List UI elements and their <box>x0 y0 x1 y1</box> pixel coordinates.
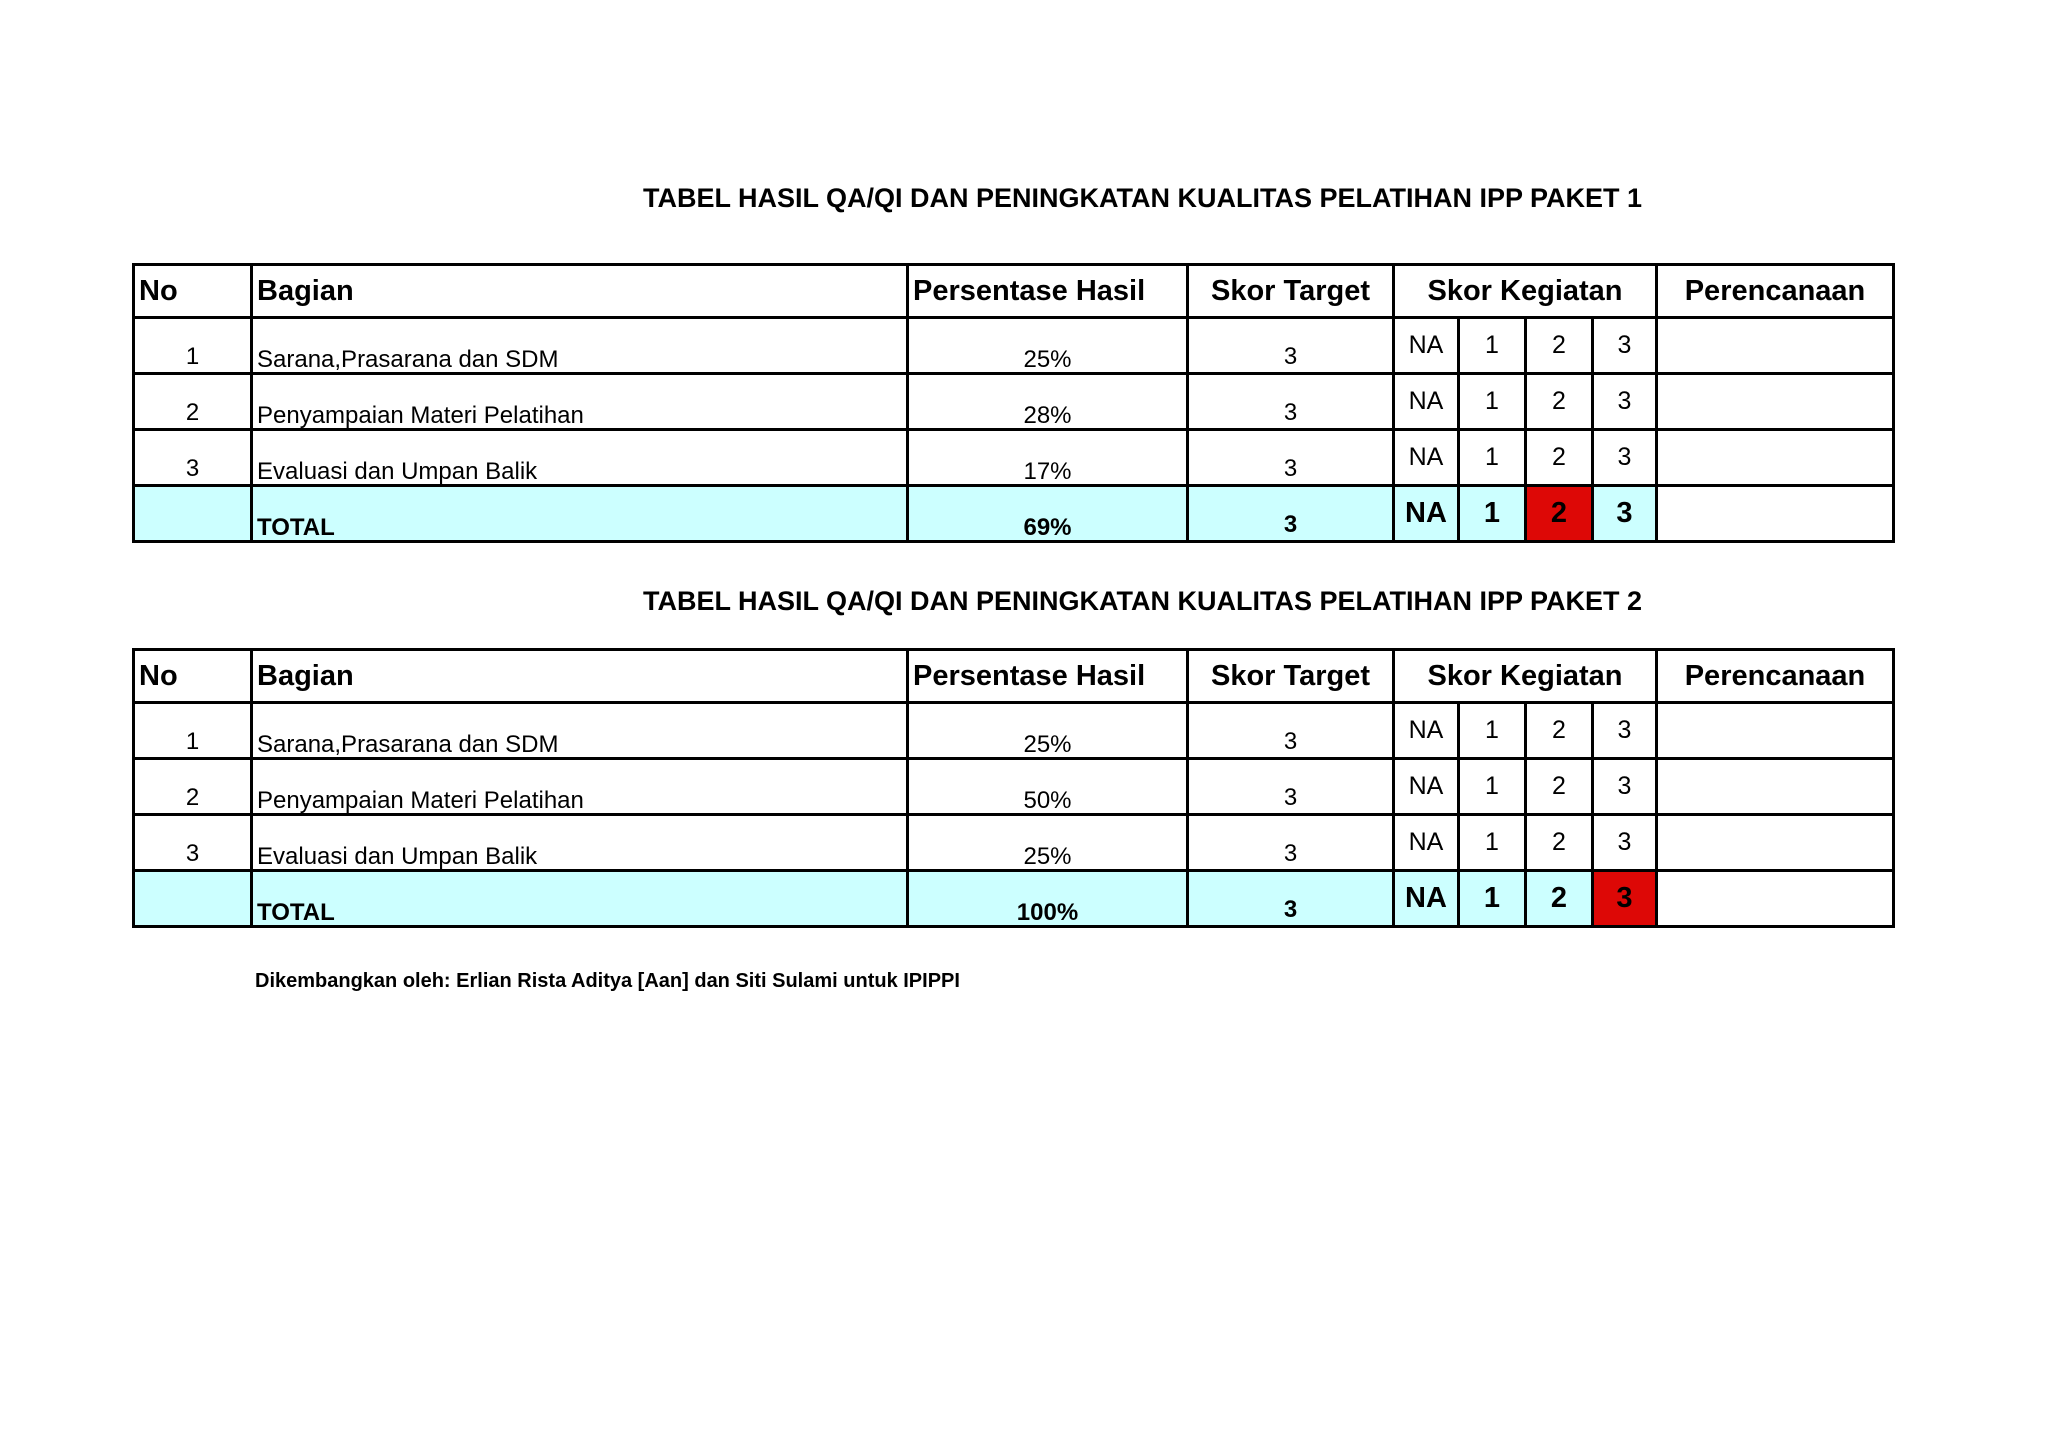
score-1: 1 <box>1459 759 1526 815</box>
total-persentase: 100% <box>908 871 1188 927</box>
row-persentase: 25% <box>908 318 1188 374</box>
table-1-title: TABEL HASIL QA/QI DAN PENINGKATAN KUALITAS PELATIHAN IPP PAKET 1 <box>643 183 1643 213</box>
score-na: NA <box>1394 815 1459 871</box>
header-skor-target: Skor Target <box>1188 650 1394 703</box>
score-3: 3 <box>1593 703 1657 759</box>
total-no <box>134 486 252 542</box>
header-skor-kegiatan: Skor Kegiatan <box>1394 265 1657 318</box>
row-bagian: Sarana,Prasarana dan SDM <box>252 703 908 759</box>
row-no: 1 <box>134 318 252 374</box>
score-3: 3 <box>1593 815 1657 871</box>
row-persentase: 28% <box>908 374 1188 430</box>
score-3: 3 <box>1593 430 1657 486</box>
score-na: NA <box>1394 374 1459 430</box>
table-row <box>134 815 1894 871</box>
row-persentase: 50% <box>908 759 1188 815</box>
row-bagian: Evaluasi dan Umpan Balik <box>252 430 908 486</box>
table-1 <box>132 263 1895 543</box>
total-label: TOTAL <box>252 486 908 542</box>
row-persentase: 25% <box>908 815 1188 871</box>
total-perencanaan <box>1657 871 1894 927</box>
score-1: 1 <box>1459 815 1526 871</box>
score-1: 1 <box>1459 703 1526 759</box>
score-2: 2 <box>1526 815 1593 871</box>
row-perencanaan <box>1657 759 1894 815</box>
table-2-title: TABEL HASIL QA/QI DAN PENINGKATAN KUALITAS PELATIHAN IPP PAKET 2 <box>643 586 1643 616</box>
row-skor-target: 3 <box>1188 815 1394 871</box>
total-score-3: 3 <box>1593 871 1657 927</box>
total-persentase: 69% <box>908 486 1188 542</box>
score-na: NA <box>1394 703 1459 759</box>
total-row <box>134 486 1894 542</box>
table-row <box>134 430 1894 486</box>
credit-text: Dikembangkan oleh: Erlian Rista Aditya [Aan] dan Siti Sulami untuk IPIPPI <box>255 970 960 992</box>
score-3: 3 <box>1593 318 1657 374</box>
header-persentase-hasil: Persentase Hasil <box>908 650 1188 703</box>
row-bagian: Penyampaian Materi Pelatihan <box>252 374 908 430</box>
score-na: NA <box>1394 759 1459 815</box>
header-no: No <box>134 265 252 318</box>
row-no: 1 <box>134 703 252 759</box>
row-no: 3 <box>134 430 252 486</box>
score-1: 1 <box>1459 318 1526 374</box>
row-skor-target: 3 <box>1188 318 1394 374</box>
header-bagian: Bagian <box>252 650 908 703</box>
row-bagian: Evaluasi dan Umpan Balik <box>252 815 908 871</box>
row-bagian: Penyampaian Materi Pelatihan <box>252 759 908 815</box>
table-row <box>134 759 1894 815</box>
header-persentase-hasil: Persentase Hasil <box>908 265 1188 318</box>
row-skor-target: 3 <box>1188 703 1394 759</box>
header-bagian: Bagian <box>252 265 908 318</box>
row-persentase: 17% <box>908 430 1188 486</box>
row-perencanaan <box>1657 318 1894 374</box>
score-3: 3 <box>1593 374 1657 430</box>
row-skor-target: 3 <box>1188 374 1394 430</box>
header-skor-kegiatan: Skor Kegiatan <box>1394 650 1657 703</box>
score-1: 1 <box>1459 430 1526 486</box>
total-label: TOTAL <box>252 871 908 927</box>
total-skor-target: 3 <box>1188 486 1394 542</box>
row-perencanaan <box>1657 430 1894 486</box>
total-score-3: 3 <box>1593 486 1657 542</box>
row-bagian: Sarana,Prasarana dan SDM <box>252 318 908 374</box>
row-no: 2 <box>134 759 252 815</box>
header-no: No <box>134 650 252 703</box>
row-perencanaan <box>1657 703 1894 759</box>
total-row <box>134 871 1894 927</box>
row-skor-target: 3 <box>1188 759 1394 815</box>
score-2: 2 <box>1526 430 1593 486</box>
row-skor-target: 3 <box>1188 430 1394 486</box>
total-score-1: 1 <box>1459 871 1526 927</box>
table-row <box>134 318 1894 374</box>
table-row <box>134 374 1894 430</box>
total-skor-target: 3 <box>1188 871 1394 927</box>
header-skor-target: Skor Target <box>1188 265 1394 318</box>
header-perencanaan: Perencanaan <box>1657 265 1894 318</box>
table-row <box>134 703 1894 759</box>
row-perencanaan <box>1657 815 1894 871</box>
score-na: NA <box>1394 430 1459 486</box>
row-perencanaan <box>1657 374 1894 430</box>
total-score-2: 2 <box>1526 871 1593 927</box>
score-2: 2 <box>1526 703 1593 759</box>
score-2: 2 <box>1526 374 1593 430</box>
table-2 <box>132 648 1895 928</box>
score-na: NA <box>1394 318 1459 374</box>
score-2: 2 <box>1526 759 1593 815</box>
header-row <box>134 650 1894 703</box>
total-score-na: NA <box>1394 486 1459 542</box>
row-persentase: 25% <box>908 703 1188 759</box>
total-score-1: 1 <box>1459 486 1526 542</box>
score-3: 3 <box>1593 759 1657 815</box>
row-no: 2 <box>134 374 252 430</box>
total-no <box>134 871 252 927</box>
score-2: 2 <box>1526 318 1593 374</box>
header-row <box>134 265 1894 318</box>
total-score-na: NA <box>1394 871 1459 927</box>
score-1: 1 <box>1459 374 1526 430</box>
total-perencanaan <box>1657 486 1894 542</box>
total-score-2: 2 <box>1526 486 1593 542</box>
header-perencanaan: Perencanaan <box>1657 650 1894 703</box>
row-no: 3 <box>134 815 252 871</box>
